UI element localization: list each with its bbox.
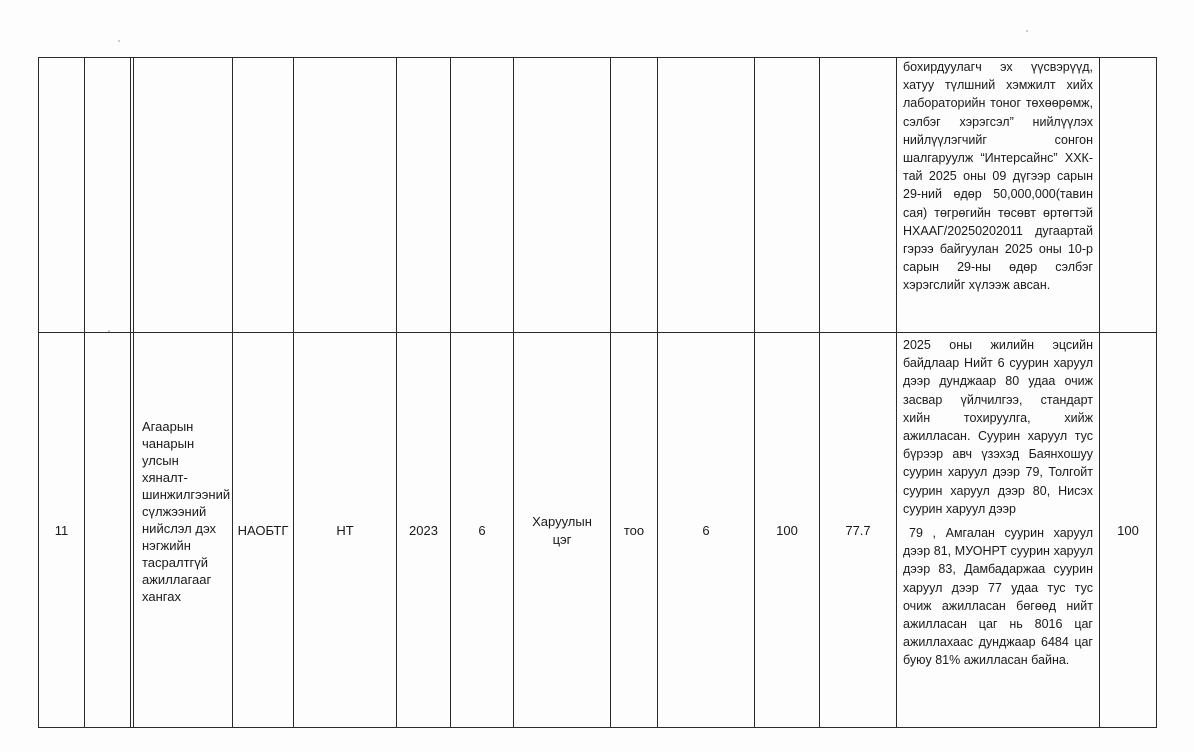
column-divider [396,57,397,728]
table-bottom-border [38,727,1156,728]
performance-percent: 100 [776,522,798,538]
row-divider [38,332,1156,333]
base-year: 2023 [409,522,438,538]
column-divider [513,57,514,728]
description-paragraph-1: 2025 оны жилийн эцсийн байдлаар Нийт 6 суурин харуул дээр дунджаар 80 удаа очиж засвар үйлчилгээ, стандарт хийн тохируулга, хийж ажилласан. Суурин харуул тус бүрээр авч үзэхэд Баянхошуу суурин харуул дээр 79, Толгойт суурин харуул дээр 80, Нисэх суурин харуул дээр [903,338,1093,516]
final-score: 100 [1117,522,1139,538]
column-divider [293,57,294,728]
baseline-value: 6 [478,522,486,538]
continued-description-text: бохирдуулагч эх үүсвэрүүд, хатуу түлшний хэмжилт хийх лабораторийн тоног төхөөрөмж, сэлбэг хэрэгсэл” нийлүүлэх нийлүүлэгчийг сонгон шалгаруулж “Интерсайнс” ХХК-тай 2025 оны 09 дүгээр сарын 29-ний өдөр 50,000,000(тавин сая) төгрөгийн төсөвт өртөгтэй НХААГ/20250202011 дугаартай гэрээ байгуулан 2025 оны 10-р сарын 29-ны өдөр сэлбэг хэрэгслийг хүлээж авсан. [903,60,1093,293]
column-divider [1099,57,1100,728]
column-divider [1156,57,1157,728]
column-divider [130,57,131,728]
scan-speck [108,330,110,332]
target-value: 6 [702,522,710,538]
continued-description-cell [903,58,1093,295]
scan-speck [118,40,120,42]
column-divider [754,57,755,728]
column-divider [450,57,451,728]
description-paragraph-2: 79 , Амгалан суурин харуул дээр 81, МУОНРТ суурин харуул дээр 83, Дамбадаржаа суурин харуул дээр 77 удаа тус тус очиж ажилласан бөгөөд нийт ажилласан цаг нь 8016 цаг ажиллахаас дунджаар 6484 цаг буюу 81% ажилласан байна. [903,526,1093,668]
column-divider [610,57,611,728]
measure-unit: тоо [623,522,645,538]
column-divider [232,57,233,728]
task-name: Агаарын чанарын улсын хяналт-шинжилгээний сүлжээний нийслэл дэх нэгжийн тасралтгүй ажиллагааг хангах [142,419,231,604]
column-divider [819,57,820,728]
responsible-organization: НАОБТГ [237,522,289,538]
implementation-description [903,336,1093,670]
row-number: 11 [54,522,69,538]
column-divider [896,57,897,728]
indicator-name: Харуулын цэг [532,514,592,547]
column-divider [133,57,134,728]
column-divider [657,57,658,728]
column-divider [84,57,85,728]
funding-source: НТ [336,522,354,538]
execution-rate: 77.7 [845,522,871,538]
scan-speck [1026,30,1028,32]
